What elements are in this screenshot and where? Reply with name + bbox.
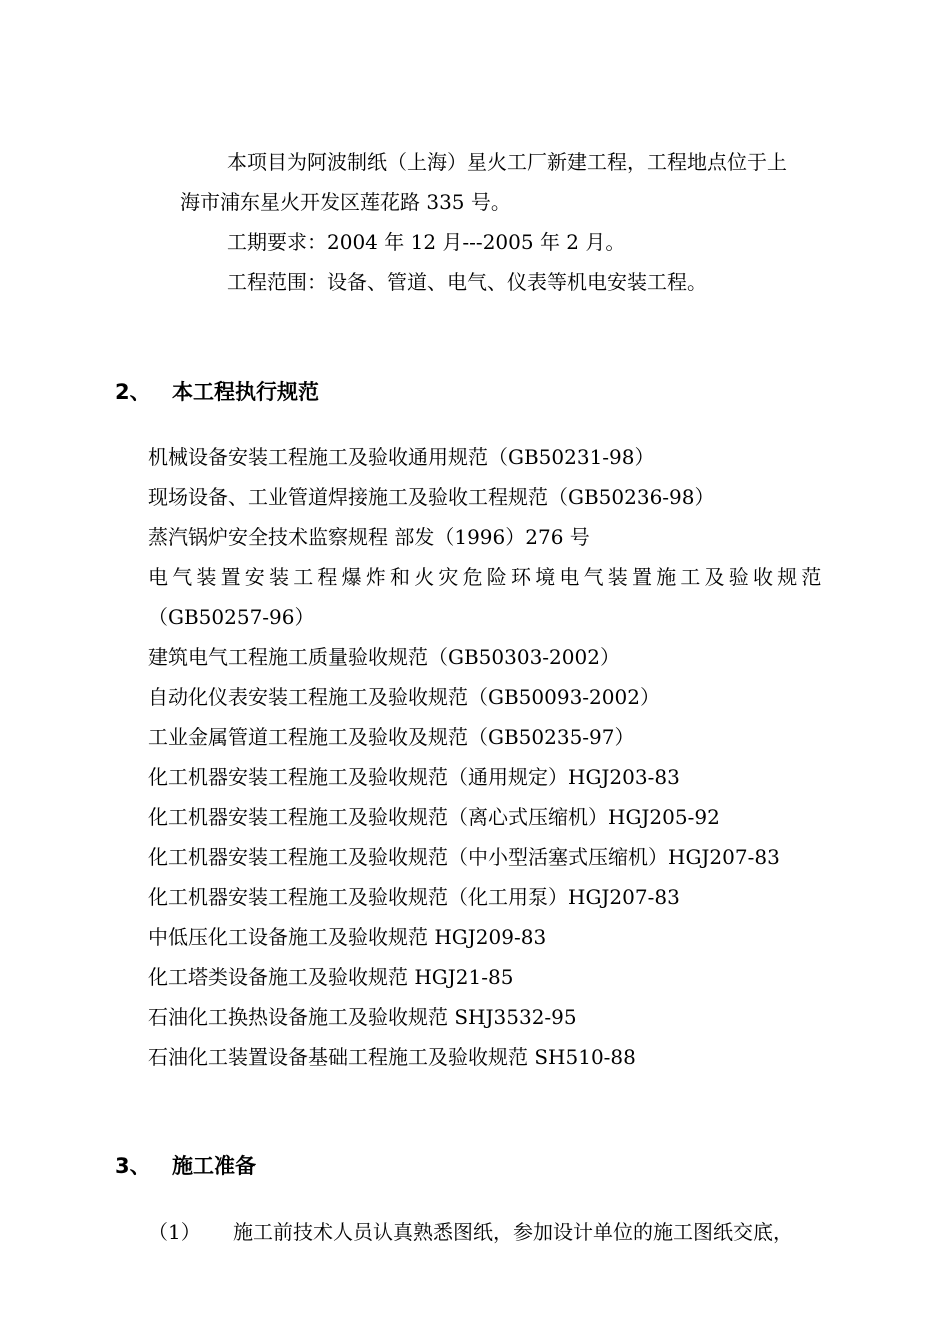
- standard-item: 电气装置安装工程爆炸和火灾危险环境电气装置施工及验收规范: [148, 565, 826, 589]
- section-2-number: 2、: [115, 380, 151, 404]
- construction-period: 工期要求：2004 年 12 月---2005 年 2 月。: [227, 230, 626, 254]
- item-1-number: （1）: [148, 1220, 201, 1244]
- standard-item: 化工机器安装工程施工及验收规范（离心式压缩机）HGJ205-92: [148, 805, 720, 829]
- standard-item: 蒸汽锅炉安全技术监察规程 部发（1996）276 号: [148, 525, 590, 549]
- standard-item: 现场设备、工业管道焊接施工及验收工程规范（GB50236-98）: [148, 485, 715, 509]
- standard-item: 自动化仪表安装工程施工及验收规范（GB50093-2002）: [148, 685, 660, 709]
- standard-item: 化工塔类设备施工及验收规范 HGJ21-85: [148, 965, 514, 989]
- standard-item: 化工机器安装工程施工及验收规范（通用规定）HGJ203-83: [148, 765, 680, 789]
- standard-item: 化工机器安装工程施工及验收规范（化工用泵）HGJ207-83: [148, 885, 680, 909]
- standard-item: 化工机器安装工程施工及验收规范（中小型活塞式压缩机）HGJ207-83: [148, 845, 780, 869]
- standard-item: 石油化工装置设备基础工程施工及验收规范 SH510-88: [148, 1045, 636, 1069]
- item-1-text: 施工前技术人员认真熟悉图纸，参加设计单位的施工图纸交底，: [233, 1220, 793, 1244]
- standard-item: 建筑电气工程施工质量验收规范（GB50303-2002）: [148, 645, 620, 669]
- section-3-number: 3、: [115, 1154, 151, 1178]
- project-scope: 工程范围：设备、管道、电气、仪表等机电安装工程。: [227, 270, 707, 294]
- intro-paragraph-line-2: 海市浦东星火开发区莲花路 335 号。: [180, 190, 511, 214]
- standard-item: 机械设备安装工程施工及验收通用规范（GB50231-98）: [148, 445, 655, 469]
- intro-paragraph-line-1: 本项目为阿波制纸（上海）星火工厂新建工程，工程地点位于上: [227, 150, 787, 174]
- section-3-title: 施工准备: [172, 1154, 256, 1178]
- section-2-title: 本工程执行规范: [172, 380, 319, 404]
- standard-item-continued: （GB50257-96）: [148, 605, 315, 629]
- standard-item: 石油化工换热设备施工及验收规范 SHJ3532-95: [148, 1005, 577, 1029]
- standard-item: 工业金属管道工程施工及验收及规范（GB50235-97）: [148, 725, 635, 749]
- standard-item: 中低压化工设备施工及验收规范 HGJ209-83: [148, 925, 547, 949]
